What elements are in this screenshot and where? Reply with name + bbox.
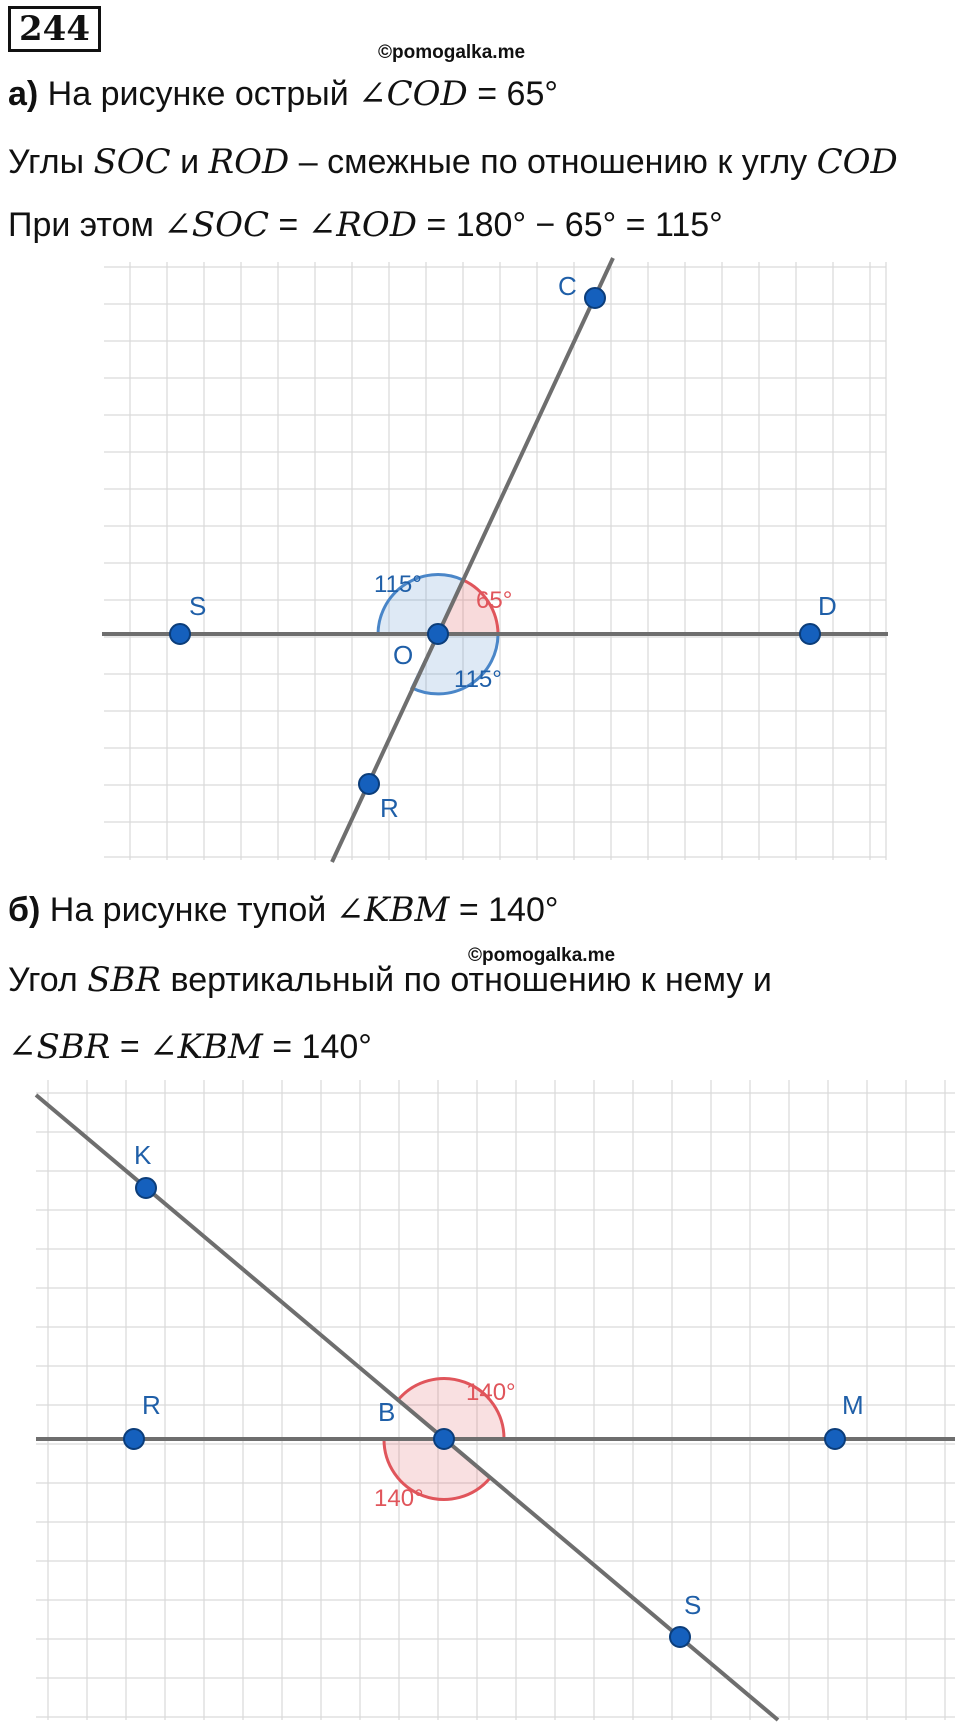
label-r-b: R (142, 1390, 161, 1420)
part-b-line-1 (8, 890, 558, 930)
point-r (359, 774, 379, 794)
angle-cod-label: 65° (476, 587, 513, 614)
task-number: 244 (8, 6, 101, 52)
math-cod: COD (816, 142, 898, 182)
text-segment: Угол (8, 961, 88, 999)
point-c (585, 288, 605, 308)
math-rod: ROD (208, 142, 290, 182)
label-k: K (134, 1140, 152, 1170)
text-segment: Углы (8, 143, 94, 181)
angle-rod-label: 115° (454, 666, 502, 693)
label-o: O (393, 640, 414, 670)
label-s-b: S (684, 1590, 702, 1620)
angle-cod-math: ∠COD (358, 74, 468, 114)
point-m (825, 1429, 845, 1449)
point-k (136, 1178, 156, 1198)
angle-soc-label: 115° (374, 571, 422, 598)
text-segment: = (110, 1028, 150, 1066)
text-segment: и (170, 143, 209, 181)
text-segment: – смежные по отношению к углу (289, 143, 817, 181)
angle-cod-value: = 65° (467, 75, 558, 113)
text-segment: вертикальный по отношению к нему и (161, 961, 772, 999)
part-b-line-2 (8, 960, 772, 1000)
text-segment: = 140° (449, 891, 559, 929)
text-segment: = (268, 206, 308, 244)
part-b-marker: б) (8, 891, 41, 929)
math-angle-soc: ∠SOC (163, 205, 269, 245)
figure-b (0, 1080, 960, 1725)
label-b: B (378, 1397, 396, 1427)
math-angle-rod: ∠ROD (307, 205, 417, 245)
label-c: C (558, 271, 577, 301)
label-s: S (189, 591, 207, 621)
math-soc: SOC (93, 142, 171, 182)
grid-a (104, 262, 886, 860)
angle-sbr-label: 140° (374, 1485, 424, 1512)
label-d: D (818, 591, 837, 621)
watermark: ©pomogalka.me (378, 42, 526, 63)
text-segment: На рисунке тупой (40, 891, 336, 929)
math-angle-kbm: ∠KBM (149, 1027, 263, 1067)
angle-kbm-label: 140° (466, 1379, 516, 1406)
point-o (428, 624, 448, 644)
math-sbr: SBR (87, 960, 162, 1000)
part-a-line1-text: На рисунке острый (38, 75, 359, 113)
label-m: M (842, 1390, 864, 1420)
line-cr (332, 258, 613, 862)
label-r: R (380, 793, 399, 823)
text-segment: = 180° − 65° = 115° (416, 206, 723, 244)
part-b-line-3 (8, 1027, 372, 1067)
point-s-b (670, 1627, 690, 1647)
text-segment: = 140° (262, 1028, 372, 1066)
text-segment: При этом (8, 206, 164, 244)
math-angle-kbm: ∠KBM (335, 890, 450, 930)
point-b (434, 1429, 454, 1449)
watermark-2: ©pomogalka.me (468, 945, 616, 966)
point-r-b (124, 1429, 144, 1449)
math-angle-sbr: ∠SBR (8, 1027, 111, 1067)
point-s (170, 624, 190, 644)
point-d (800, 624, 820, 644)
part-a-marker: а) (8, 75, 39, 113)
